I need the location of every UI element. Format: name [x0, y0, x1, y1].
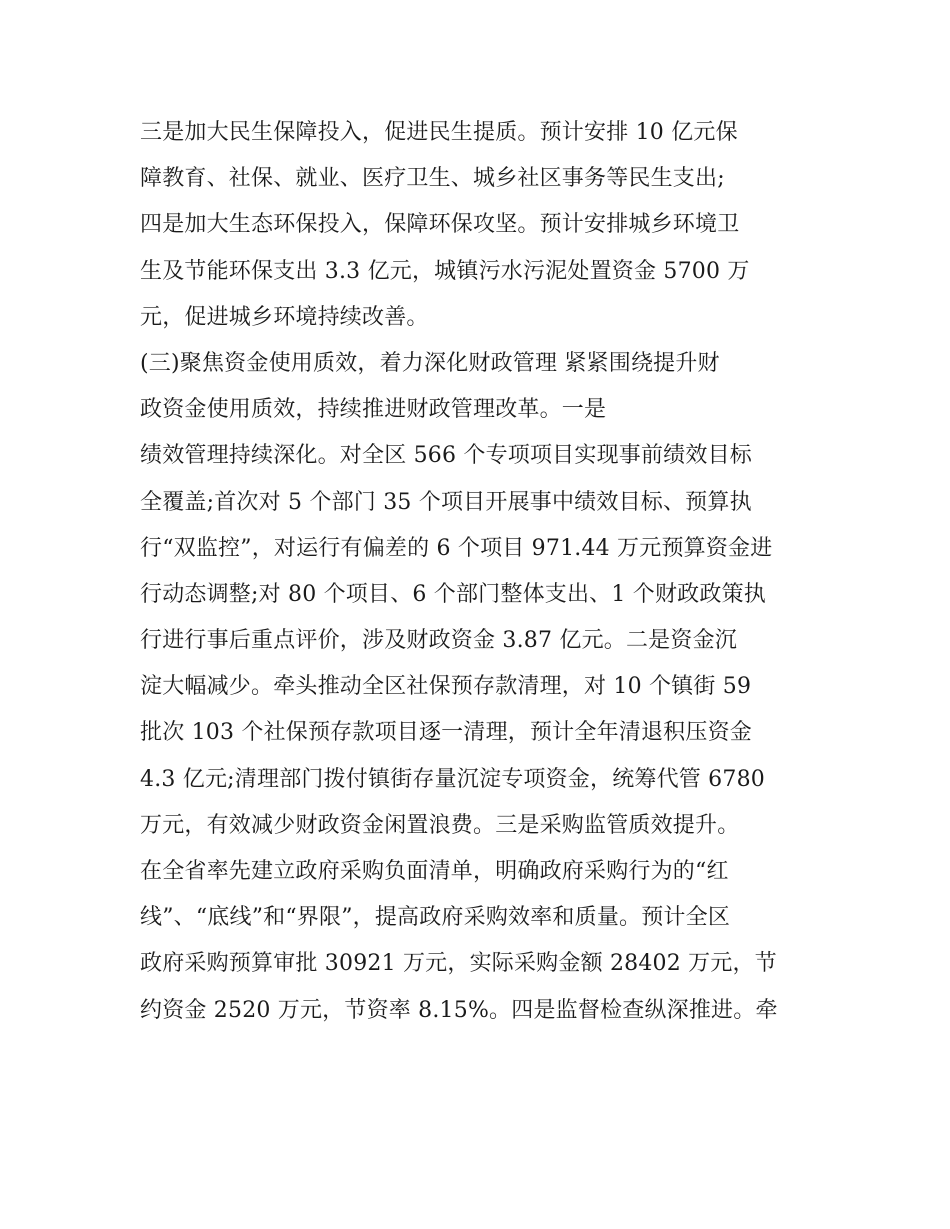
- text-line: 绩效管理持续深化。对全区 566 个专项项目实现事前绩效目标: [140, 443, 752, 469]
- text-line: 线”、“底线”和“界限”，提高政府采购效率和质量。预计全区: [140, 905, 731, 931]
- text-line: 四是加大生态环保投入，保障环保攻坚。预计安排城乡环境卫: [140, 212, 740, 238]
- text-line: 4.3 亿元;清理部门拨付镇街存量沉淀专项资金，统筹代管 6780: [140, 766, 765, 792]
- section-heading-line: (三)聚焦资金使用质效，着力深化财政管理 紧紧围绕提升财: [140, 350, 720, 376]
- text-line: 障教育、社保、就业、医疗卫生、城乡社区事务等民生支出;: [140, 166, 725, 192]
- text-line: 淀大幅减少。牵头推动全区社保预存款清理，对 10 个镇街 59: [140, 674, 752, 700]
- text-line: 政府采购预算审批 30921 万元，实际采购金额 28402 万元，节: [140, 951, 777, 977]
- text-line: 万元，有效减少财政资金闲置浪费。三是采购监管质效提升。: [140, 812, 740, 838]
- text-line: 行“双监控”，对运行有偏差的 6 个项目 971.44 万元预算资金进: [140, 535, 773, 561]
- text-line: 在全省率先建立政府采购负面清单，明确政府采购行为的“红: [140, 859, 729, 884]
- text-line: 行动态调整;对 80 个项目、6 个部门整体支出、1 个财政政策执: [140, 581, 766, 607]
- text-line: 行进行事后重点评价，涉及财政资金 3.87 亿元。二是资金沉: [140, 628, 737, 654]
- text-line: 三是加大民生保障投入，促进民生提质。预计安排 10 亿元保: [140, 120, 738, 145]
- text-line: 批次 103 个社保预存款项目逐一清理，预计全年清退积压资金: [140, 720, 752, 746]
- text-line: 生及节能环保支出 3.3 亿元，城镇污水污泥处置资金 5700 万: [140, 258, 750, 284]
- text-line: 约资金 2520 万元，节资率 8.15%。四是监督检查纵深推进。牵: [140, 997, 778, 1023]
- body-text: [140, 110, 820, 1034]
- text-line: 元，促进城乡环境持续改善。: [140, 304, 429, 330]
- text-line: 全覆盖;首次对 5 个部门 35 个项目开展事中绩效目标、预算执: [140, 489, 752, 515]
- text-line: 政资金使用质效，持续推进财政管理改革。一是: [140, 397, 607, 423]
